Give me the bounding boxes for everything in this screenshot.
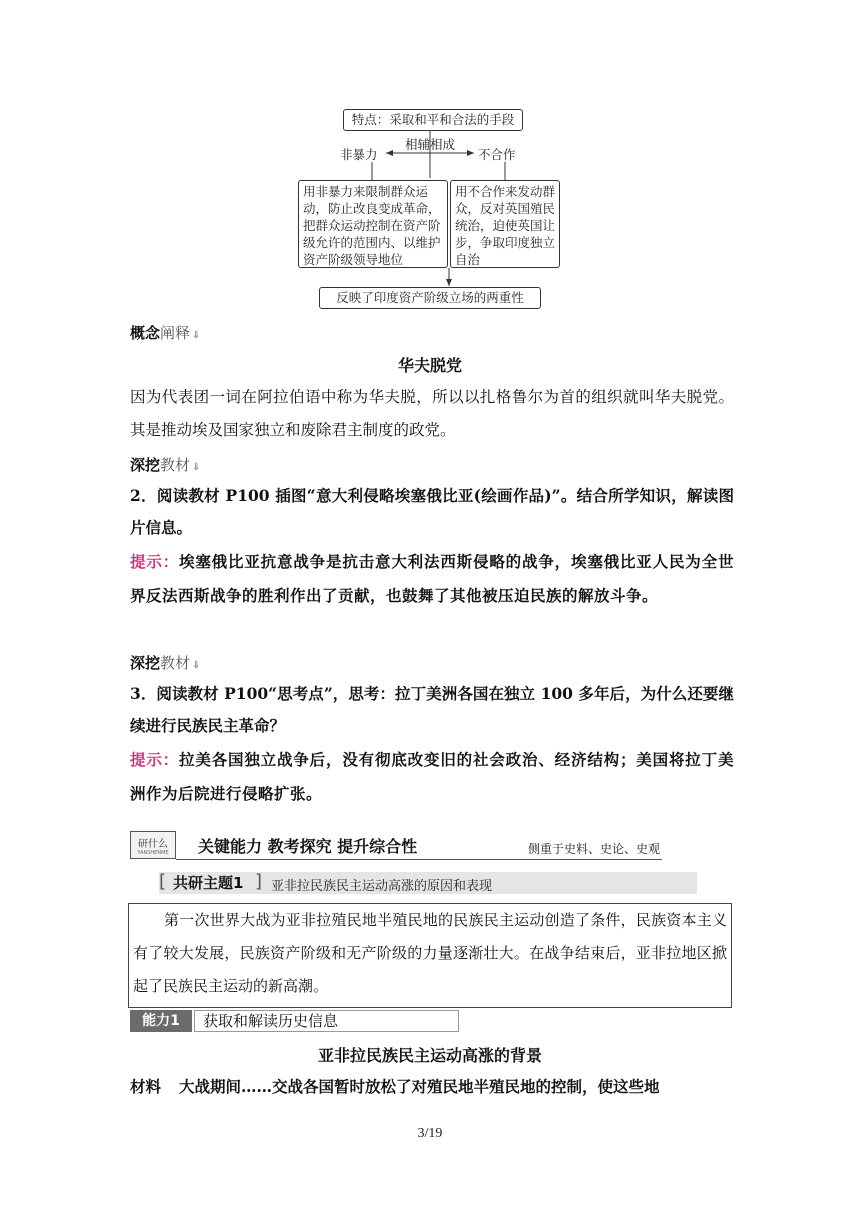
dig1-hint [130,545,734,612]
diagram-feature-box: 特点：采取和平和合法的手段 [343,109,523,131]
ability-heading: 亚非拉民族民主运动高涨的背景 [317,1046,542,1065]
dig2-hint-text: 拉美各国独立战争后，没有彻底改变旧的社会政治、经济结构；美国将拉丁美洲作为后院进行侵略扩张。 [130,750,734,803]
material-text: 大战期间……交战各国暂时放松了对殖民地半殖民地的控制，使这些地 [179,1077,660,1096]
material-line [130,1072,734,1102]
ability-title-box [194,1010,459,1032]
page-number: 3/19 [417,1126,443,1141]
dig2-tag-light: 教材 [160,654,191,672]
chevron-down-icon: ⇓ [192,462,201,473]
dig1-tag-light: 教材 [160,456,191,474]
topic-bar [159,872,697,894]
banner-underline [176,859,662,860]
dig2-hint [130,743,734,810]
dig1-tag-bold: 深挖 [130,456,161,474]
banner-logo-sub: YANSHENME [137,850,169,856]
topic-bracket-right: ] [255,871,263,892]
concept-title: 华夫脱党 [397,356,462,375]
banner-logo-text: 研什么 [138,839,168,850]
diagram-left-box: 用非暴力来限制群众运动，防止改良变成革命，把群众运动控制在资产阶级允许的范围内、以维护资产阶级领导地位 [298,180,448,268]
chevron-down-icon: ⇓ [192,330,201,341]
ability-bar [130,1010,460,1032]
topic-title: 亚非拉民族民主运动高涨的原因和表现 [271,879,493,894]
concept-tag [130,322,200,343]
diagram-left-label: 非暴力 [340,147,378,162]
ability-title: 获取和解读历史信息 [203,1012,339,1030]
section-banner [130,831,662,861]
diagram-right-box: 用不合作来发动群众，反对英国殖民统治，迫使英国让步，争取印度独立自治 [450,180,560,268]
diagram-connectors [0,0,860,320]
banner-logo [130,831,176,859]
diagram-conclusion-box: 反映了印度资产阶级立场的两重性 [319,287,541,309]
dig1-question: 2．阅读教材 P100 插图“意大利侵略埃塞俄比亚(绘画作品)”。结合所学知识，解读图片信息。 [130,486,734,537]
topic-box [128,903,732,1008]
dig2-question: 3．阅读教材 P100“思考点”，思考：拉丁美洲各国在独立 100 多年后，为什么还要继续进行民族民主革命？ [130,684,734,735]
dig1-hint-label: 提示： [130,553,179,571]
dig1-hint-text: 埃塞俄比亚抗意战争是抗击意大利法西斯侵略的战争，埃塞俄比亚人民为全世界反法西斯战争的胜利作出了贡献，也鼓舞了其他被压迫民族的解放斗争。 [130,552,734,605]
material-label: 材料 [130,1078,162,1096]
dig2-tag-bold: 深挖 [130,654,161,672]
concept-tag-bold: 概念 [130,324,161,342]
banner-note: 侧重于史料、史论、史观 [528,842,661,856]
dig1-tag [130,454,200,475]
dig2-tag [130,652,200,673]
concept-tag-light: 阐释 [160,324,191,342]
diagram-middle-label: 相辅相成 [405,137,456,152]
topic-box-text: 第一次世界大战为亚非拉殖民地半殖民地的民族民主运动创造了条件，民族资本主义有了较大发展，民族资产阶级和无产阶级的力量逐渐壮大。在战争结束后，亚非拉地区掀起了民族民主运动的新高潮。 [133,911,727,995]
dig2-hint-label: 提示： [130,751,179,769]
diagram-right-label: 不合作 [478,147,516,162]
topic-label: 共研主题1 [173,874,244,892]
chevron-down-icon: ⇓ [192,660,201,671]
banner-title: 关键能力 教考探究 提升综合性 [198,837,418,856]
ability-label: 能力1 [130,1010,192,1032]
topic-bracket-left: [ [159,871,167,892]
concept-text: 因为代表团一词在阿拉伯语中称为华夫脱，所以以扎格鲁尔为首的组织就叫华夫脱党。其是推动埃及国家独立和废除君主制度的政党。 [130,388,734,439]
